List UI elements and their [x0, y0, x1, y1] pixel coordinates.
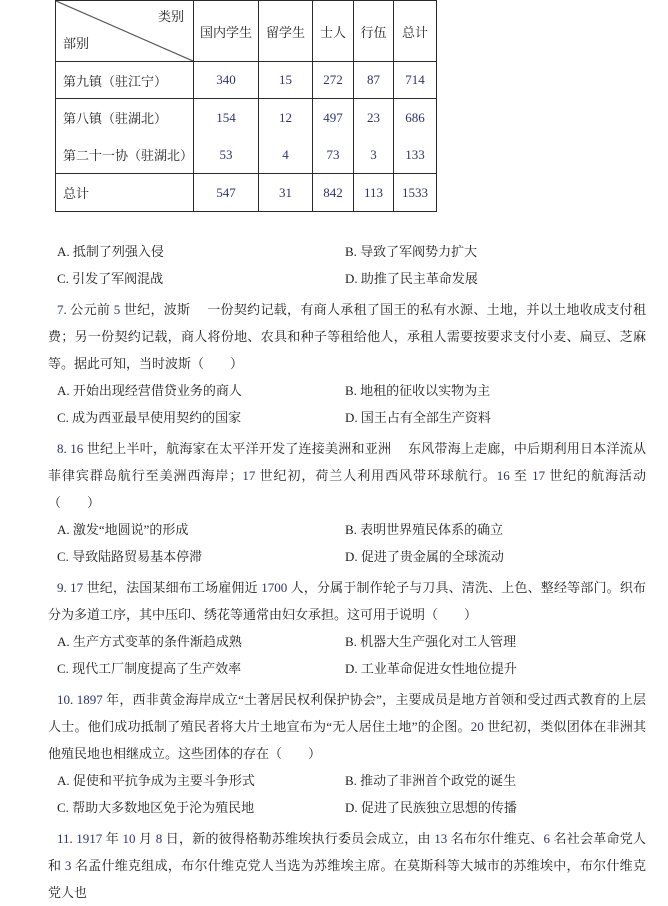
question-10 [0, 686, 646, 821]
question-7 [0, 296, 646, 431]
cell-value [354, 62, 394, 99]
numeral: 1533 [402, 184, 428, 200]
cell-value [259, 174, 313, 212]
numeral: 17 [532, 468, 546, 483]
table-corner-cell [56, 1, 194, 62]
numeral: 340 [216, 72, 236, 87]
cell-value [394, 99, 437, 137]
cell-value [194, 174, 259, 212]
row-label: 第二十一协（驻湖北） [56, 136, 194, 174]
numeral: 7 [57, 302, 64, 317]
numeral: 1897 [76, 692, 103, 707]
row-label-total: 总计 [56, 174, 194, 212]
option-d: D. 促进了贵金属的全球流动 [345, 549, 504, 564]
numeral: 4 [282, 146, 289, 162]
numeral: 3 [64, 858, 72, 873]
questions-area [0, 238, 668, 906]
numeral: 20 [470, 719, 484, 734]
numeral: 154 [216, 109, 236, 125]
question-7-stem: 7. 公元前 5 世纪，波斯 一份契约记载，有商人承租了国王的私有水源、土地，并以土地收成支付租费；另一份契约记载，商人将份地、农具和种子等租给他人，承租人需要按要求支付小麦、扁豆、芝麻等。据此可知，当时波斯（ ） [48, 302, 646, 371]
numeral: 53 [219, 146, 233, 162]
question-11-stem: 11. 1917 年 10 月 8 日，新的彼得格勒苏维埃执行委员会成立，由 13 名布尔什维克、6 名社会革命党人和 3 名孟什维克组成，布尔什维克党人当选为苏维埃主席。在莫斯科等大城市的苏维埃中，布尔什维克党人也 [48, 831, 646, 900]
option-c: C. 引发了军阀混战 [57, 271, 164, 286]
option-c: C. 帮助大多数地区免于沦为殖民地 [57, 800, 255, 815]
numeral: 12 [279, 109, 292, 125]
numeral: 497 [323, 109, 343, 125]
numeral: 17 [70, 580, 84, 595]
cell-value [313, 99, 354, 137]
question-7-options [0, 377, 646, 431]
cell-value [259, 99, 313, 137]
question-8-stem: 8. 16 世纪上半叶，航海家在太平洋开发了连接美洲和亚洲 东风带海上走廊，中后期利用日本洋流从菲律宾群岛航行至美洲西海岸；17 世纪初，荷兰人利用西风带环球航行。16 至 17 世纪的航海活动（ ） [48, 441, 646, 510]
question-9 [0, 574, 646, 682]
numeral: 714 [405, 72, 425, 87]
option-a: A. 激发“地圆说”的形成 [57, 522, 189, 537]
numeral: 10 [57, 692, 70, 707]
numeral: 9 [57, 580, 64, 595]
numeral: 686 [405, 109, 425, 125]
numeral: 17 [242, 468, 256, 483]
question-8-options [0, 516, 646, 570]
cell-value [394, 62, 437, 99]
cell-value [313, 62, 354, 99]
option-c: C. 现代工厂制度提高了生产效率 [57, 661, 242, 676]
option-a: A. 促使和平抗争成为主要斗争形式 [57, 773, 255, 788]
cell-value [259, 136, 313, 174]
option-b: B. 机器大生产强化对工人管理 [345, 634, 517, 649]
numeral: 87 [367, 72, 380, 87]
numeral: 1700 [261, 580, 288, 595]
cell-value [313, 136, 354, 174]
cell-value [194, 99, 259, 137]
question-10-stem: 10. 1897 年，西非黄金海岸成立“土著居民权利保护协会”，主要成员是地方首领和受过西式教育的上层人士。他们成功抵制了殖民者将大片土地宣布为“无人居住土地”的企图。20 世纪初，类似团体在非洲其他殖民地也相继成立。这些团体的存在（ ） [48, 692, 646, 761]
cell-value [394, 174, 437, 212]
table-header-row [56, 1, 437, 62]
numeral: 133 [405, 146, 425, 162]
option-d: D. 国王占有全部生产资料 [345, 410, 491, 425]
numeral: 272 [323, 72, 343, 87]
question-9-stem: 9. 17 世纪，法国某细布工场雇佣近 1700 人，分属于制作轮子与刀具、清洗、上色、整经等部门。织布分为多道工序，其中压印、绣花等通常由妇女承担。这可用于说明（ ） [48, 580, 646, 622]
numeral: 15 [279, 72, 292, 87]
numeral: 11 [57, 831, 70, 846]
numeral: 8 [57, 441, 64, 456]
numeral: 6 [543, 831, 550, 846]
numeral: 10 [122, 831, 136, 846]
option-a: A. 生产方式变革的条件渐趋成熟 [57, 634, 242, 649]
question-11 [0, 825, 646, 906]
option-b: B. 表明世界殖民体系的确立 [345, 522, 504, 537]
col-header-overseas-students: 留学生 [259, 1, 313, 62]
option-c: C. 成为西亚最早使用契约的国家 [57, 410, 242, 425]
option-d: D. 工业革命促进女性地位提升 [345, 661, 517, 676]
option-b: B. 导致了军阀势力扩大 [345, 244, 478, 259]
option-c: C. 导致陆路贸易基本停滞 [57, 549, 203, 564]
cell-value [194, 62, 259, 99]
cell-value [354, 174, 394, 212]
option-b: B. 推动了非洲首个政党的诞生 [345, 773, 517, 788]
numeral: 1917 [76, 831, 103, 846]
question-10-options [0, 767, 646, 821]
row-label: 第八镇（驻湖北） [56, 99, 194, 137]
col-header-domestic-students: 国内学生 [194, 1, 259, 62]
col-header-total: 总计 [394, 1, 437, 62]
numeral: 3 [370, 146, 377, 162]
recruitment-stats-table [55, 0, 437, 212]
numeral: 16 [70, 441, 84, 456]
numeral: 31 [279, 184, 292, 200]
cell-value [194, 136, 259, 174]
numeral: 23 [367, 109, 380, 125]
option-d: D. 促进了民族独立思想的传播 [345, 800, 517, 815]
cell-value [259, 62, 313, 99]
numeral: 547 [216, 184, 236, 200]
question-6 [0, 238, 646, 292]
table-row [56, 62, 437, 99]
numeral: 842 [323, 184, 343, 200]
col-header-scholars: 士人 [313, 1, 354, 62]
table-row [56, 99, 437, 137]
table-row [56, 136, 437, 174]
question-8 [0, 435, 646, 570]
option-a: A. 抵制了列强入侵 [57, 244, 164, 259]
option-d: D. 助推了民主革命发展 [345, 271, 478, 286]
cell-value [313, 174, 354, 212]
table-row-total [56, 174, 437, 212]
cell-value [354, 99, 394, 137]
cell-value [354, 136, 394, 174]
numeral: 5 [113, 302, 121, 317]
row-label: 第九镇（驻江宁） [56, 62, 194, 99]
numeral: 13 [434, 831, 448, 846]
question-6-options [0, 238, 646, 292]
question-9-options [0, 628, 646, 682]
corner-label-unit: 部别 [63, 36, 90, 51]
numeral: 16 [496, 468, 510, 483]
numeral: 8 [155, 831, 163, 846]
numeral: 113 [363, 184, 384, 200]
option-b: B. 地租的征收以实物为主 [345, 383, 491, 398]
numeral: 73 [326, 146, 340, 162]
option-a: A. 开始出现经营借贷业务的商人 [57, 383, 242, 398]
col-header-rank-and-file: 行伍 [354, 1, 394, 62]
cell-value [394, 136, 437, 174]
corner-label-category: 类别 [157, 9, 184, 24]
